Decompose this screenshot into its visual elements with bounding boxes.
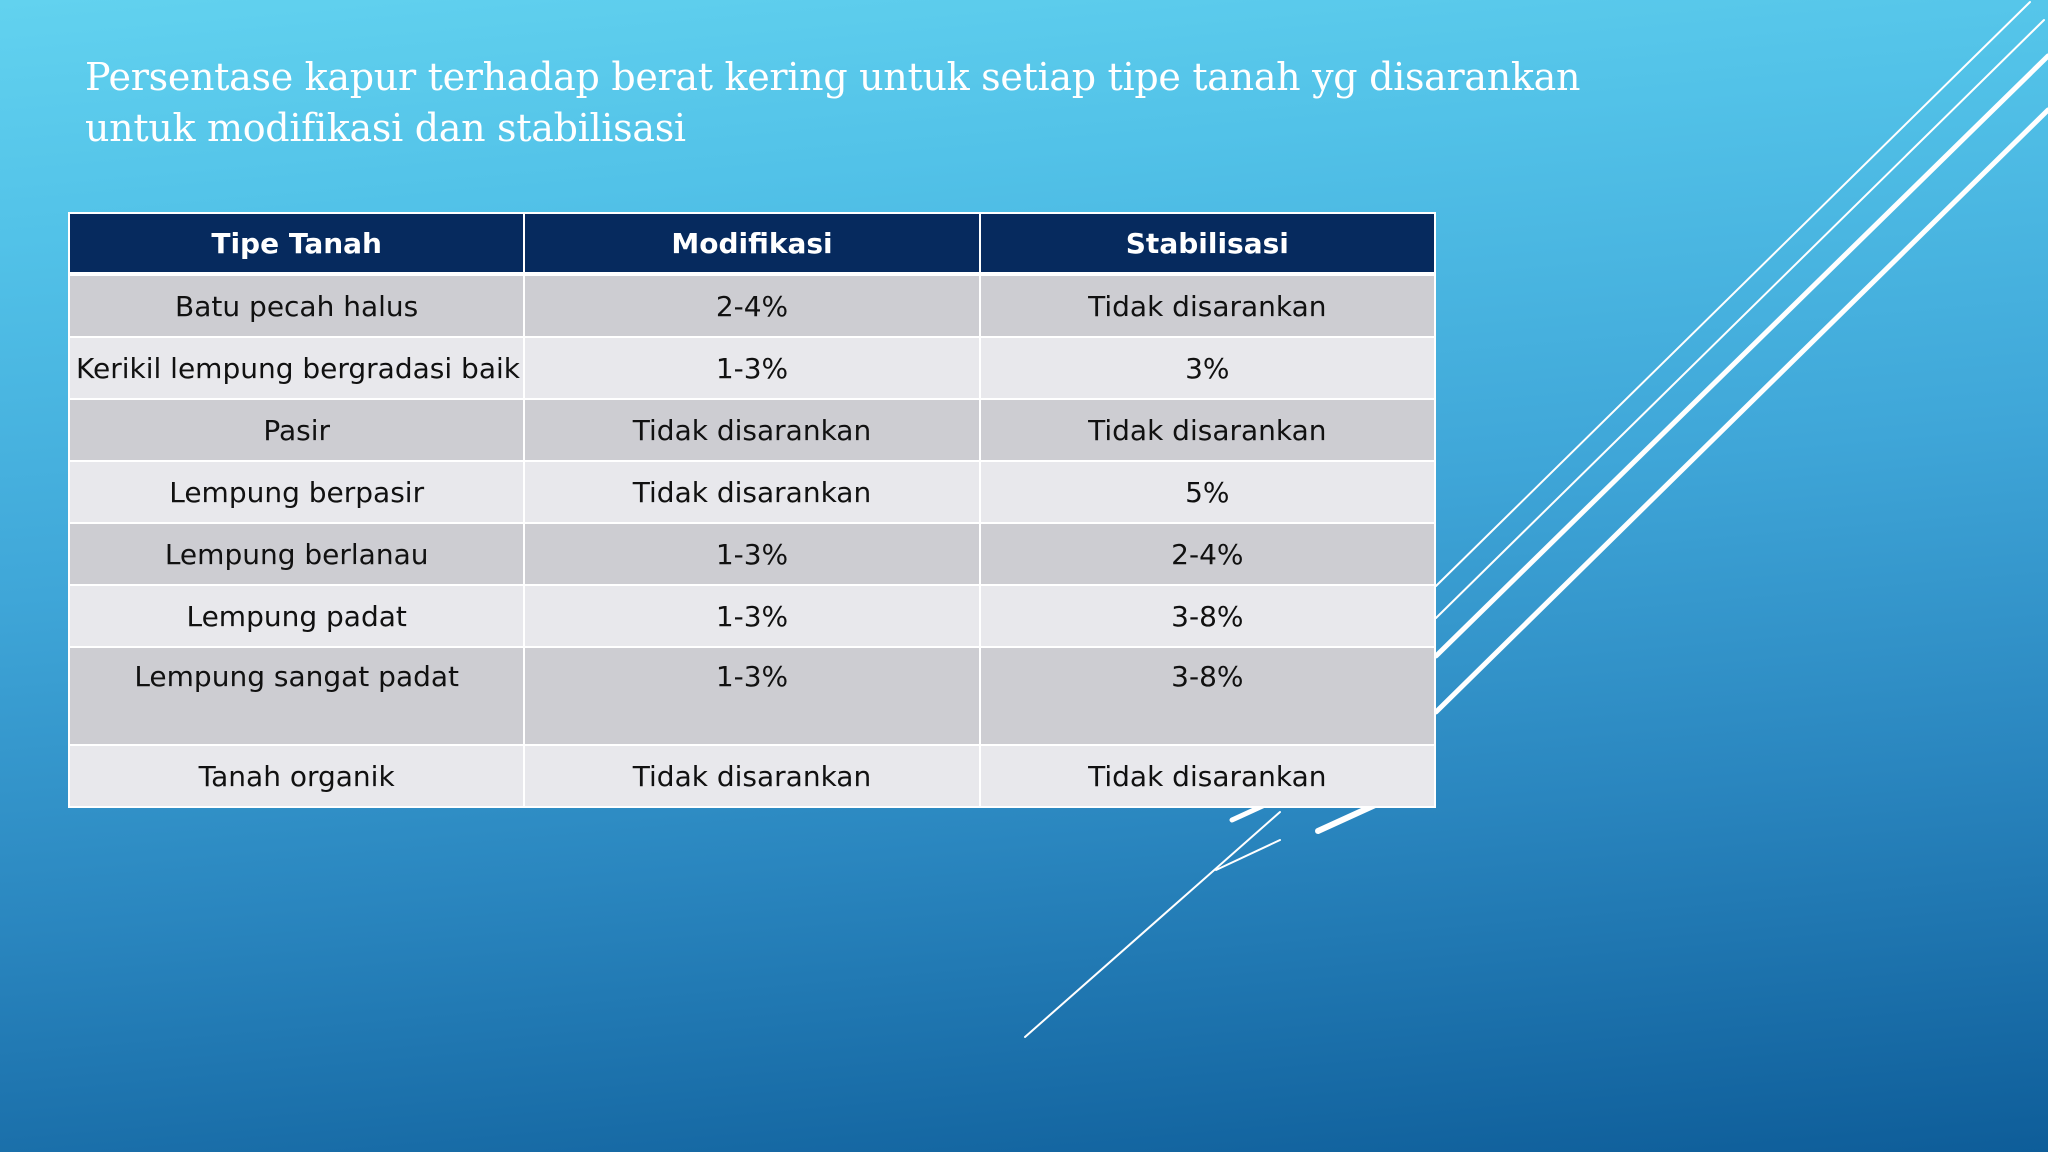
cell-tipe-tanah: Lempung sangat padat <box>69 647 524 745</box>
cell-modifikasi: 1-3% <box>524 647 979 745</box>
header-stabilisasi: Stabilisasi <box>980 213 1435 274</box>
table-row <box>69 274 1435 337</box>
cell-modifikasi: 1-3% <box>524 585 979 647</box>
table-header-row <box>69 213 1435 274</box>
cell-modifikasi: Tidak disarankan <box>524 461 979 523</box>
slide-title <box>85 52 1581 154</box>
table-row <box>69 399 1435 461</box>
cell-stabilisasi: Tidak disarankan <box>980 274 1435 337</box>
deco-line <box>1216 840 1280 870</box>
cell-tipe-tanah: Kerikil lempung bergradasi baik <box>69 337 524 399</box>
cell-tipe-tanah: Lempung berpasir <box>69 461 524 523</box>
cell-tipe-tanah: Lempung berlanau <box>69 523 524 585</box>
cell-stabilisasi: 2-4% <box>980 523 1435 585</box>
slide-title-line-2: untuk modifikasi dan stabilisasi <box>85 106 686 150</box>
cell-modifikasi: Tidak disarankan <box>524 399 979 461</box>
table-row <box>69 745 1435 807</box>
header-modifikasi: Modifikasi <box>524 213 979 274</box>
cell-stabilisasi: 3-8% <box>980 585 1435 647</box>
table-row <box>69 647 1435 745</box>
cell-stabilisasi: Tidak disarankan <box>980 745 1435 807</box>
cell-tipe-tanah: Lempung padat <box>69 585 524 647</box>
cell-stabilisasi: 3% <box>980 337 1435 399</box>
cell-tipe-tanah: Tanah organik <box>69 745 524 807</box>
header-tipe-tanah: Tipe Tanah <box>69 213 524 274</box>
cell-modifikasi: 1-3% <box>524 337 979 399</box>
table-row <box>69 461 1435 523</box>
deco-line <box>1436 20 2044 618</box>
table-row <box>69 585 1435 647</box>
deco-line <box>1025 812 1280 1037</box>
cell-modifikasi: Tidak disarankan <box>524 745 979 807</box>
slide-title-line-1: Persentase kapur terhadap berat kering untuk setiap tipe tanah yg disarankan <box>85 55 1581 99</box>
cell-stabilisasi: 5% <box>980 461 1435 523</box>
cell-modifikasi: 2-4% <box>524 274 979 337</box>
cell-tipe-tanah: Pasir <box>69 399 524 461</box>
cell-stabilisasi: Tidak disarankan <box>980 399 1435 461</box>
lime-percentage-table-container <box>68 212 1436 808</box>
table-row <box>69 337 1435 399</box>
cell-tipe-tanah: Batu pecah halus <box>69 274 524 337</box>
cell-modifikasi: 1-3% <box>524 523 979 585</box>
cell-stabilisasi: 3-8% <box>980 647 1435 745</box>
deco-line <box>1436 110 2048 712</box>
table-row <box>69 523 1435 585</box>
deco-line <box>1436 56 2048 656</box>
lime-percentage-table <box>68 212 1436 808</box>
